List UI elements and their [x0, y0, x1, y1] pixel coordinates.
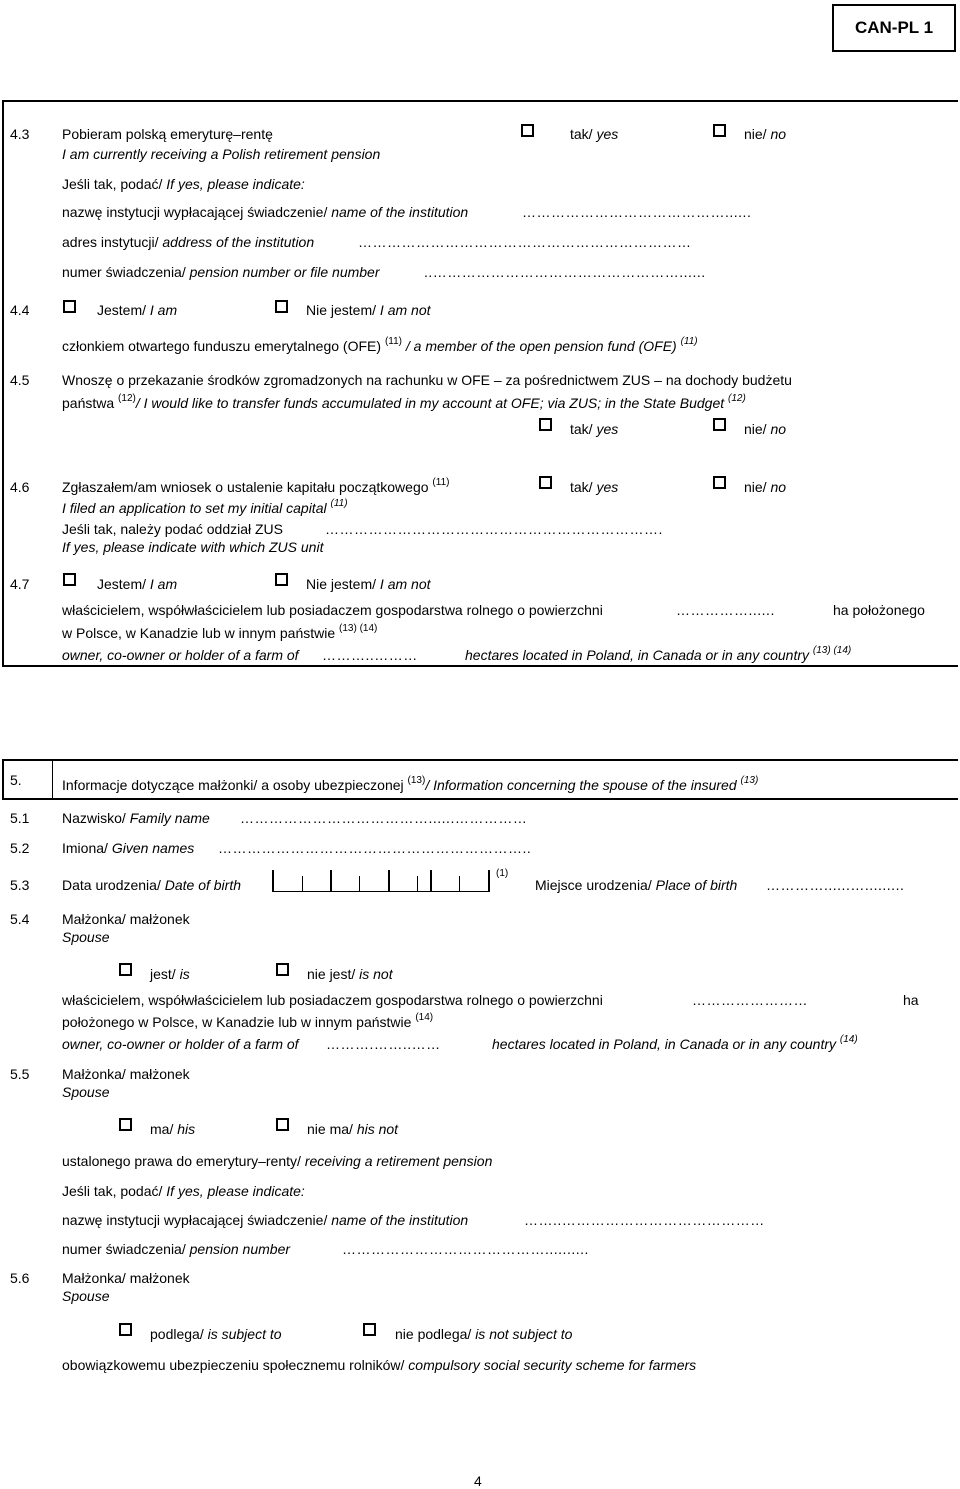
- place-of-birth-field[interactable]: …………......….........: [766, 877, 905, 893]
- is-not-checkbox[interactable]: [276, 963, 289, 976]
- yes-label: tak/ yes: [570, 126, 619, 142]
- has-label: ma/ his: [150, 1121, 196, 1137]
- zus-unit-label-en: If yes, please indicate with which ZUS unit: [62, 539, 324, 555]
- spouse-label: Małżonka/ małżonek: [62, 1270, 190, 1286]
- is-checkbox[interactable]: [119, 963, 132, 976]
- is-label: jest/ is: [150, 966, 190, 982]
- section-4-left-border: [2, 100, 4, 666]
- section-number: 5.1: [10, 810, 30, 826]
- farm-area-field[interactable]: ……………………: [692, 992, 808, 1008]
- date-of-birth-field[interactable]: [272, 870, 490, 894]
- page-number: 4: [474, 1473, 482, 1489]
- farmers-scheme-label: obowiązkowemu ubezpieczeniu społecznemu rolników/ compulsory social security scheme for farmers: [62, 1357, 697, 1373]
- has-not-checkbox[interactable]: [276, 1118, 289, 1131]
- farm-area-field-en[interactable]: ……….……..……: [326, 1036, 441, 1052]
- farm-location-label: w Polsce, w Kanadzie lub w innym państwie $^{(13) (14)}$: [62, 623, 378, 641]
- has-not-label: nie ma/ his not: [307, 1121, 399, 1137]
- farm-location-label-en: hectares located in Poland, in Canada or in any country $^{(13) (14)}$: [465, 645, 852, 663]
- section-number: 4.7: [10, 576, 30, 592]
- section-number: 5.5: [10, 1066, 30, 1082]
- section-5-title: Informacje dotyczące małżonki/ a osoby ubezpieczonej $^{(13)}$/ Information concerning the spouse of the insured $^{(13)}$: [62, 775, 759, 793]
- section-number: 4.3: [10, 126, 30, 142]
- transfer-request-text: Wnoszę o przekazanie środków zgromadzonych na rachunku w OFE – za pośrednictwem ZUS – na dochody budżetu: [62, 372, 792, 388]
- ha-label: ha położonego: [833, 602, 925, 618]
- farm-area-field-en[interactable]: ………..………: [322, 647, 418, 663]
- section-5-left-border: [2, 759, 4, 799]
- section-4-bottom-border: [2, 665, 958, 667]
- yes-checkbox[interactable]: [539, 418, 552, 431]
- farm-owner-label: właścicielem, współwłaścicielem lub posiadaczem gospodarstwa rolnego o powierzchni: [62, 602, 603, 618]
- form-code-badge: CAN-PL 1: [832, 4, 956, 52]
- i-am-not-checkbox[interactable]: [275, 300, 288, 313]
- farm-owner-label: właścicielem, współwłaścicielem lub posiadaczem gospodarstwa rolnego o powierzchni: [62, 992, 603, 1008]
- section-4-top-border: [2, 100, 958, 102]
- pension-number-label: numer świadczenia/ pension number: [62, 1241, 291, 1257]
- section-number: 5.3: [10, 877, 30, 893]
- section-number: 4.5: [10, 372, 30, 388]
- is-not-label: nie jest/ is not: [307, 966, 393, 982]
- given-names-field[interactable]: ………………………………………………………..: [218, 840, 532, 856]
- zus-unit-label: Jeśli tak, należy podać oddział ZUS: [62, 521, 283, 537]
- farm-location-label: położonego w Polsce, w Kanadzie lub w innym państwie $^{(14)}$: [62, 1012, 434, 1030]
- spouse-label-en: Spouse: [62, 1084, 110, 1100]
- ofe-member-label: członkiem otwartego funduszu emerytalnego (OFE) $^{(11)}$ / a member of the open pension fund (OFE) $^{(11)}$: [62, 336, 698, 354]
- yes-checkbox[interactable]: [521, 124, 534, 137]
- not-subject-label: nie podlega/ is not subject to: [395, 1326, 573, 1342]
- yes-label: tak/ yes: [570, 421, 619, 437]
- i-am-not-checkbox[interactable]: [275, 573, 288, 586]
- initial-capital-label: Zgłaszałem/am wniosek o ustalenie kapitału początkowego $^{(11)}$: [62, 477, 450, 495]
- no-checkbox[interactable]: [713, 124, 726, 137]
- family-name-label: Nazwisko/ Family name: [62, 810, 210, 826]
- has-checkbox[interactable]: [119, 1118, 132, 1131]
- section-number: 5.4: [10, 911, 30, 927]
- ha-label: ha: [903, 992, 919, 1008]
- not-subject-checkbox[interactable]: [363, 1323, 376, 1336]
- section-number: 5.: [10, 772, 22, 788]
- yes-checkbox[interactable]: [539, 476, 552, 489]
- section-number: 5.6: [10, 1270, 30, 1286]
- institution-name-field[interactable]: ……..……………………………………: [524, 1212, 765, 1228]
- section-number: 4.6: [10, 479, 30, 495]
- date-of-birth-label: Data urodzenia/ Date of birth: [62, 877, 241, 893]
- spouse-label-en: Spouse: [62, 929, 110, 945]
- question-label: Pobieram polską emeryturę–rentę: [62, 126, 273, 142]
- pension-right-label: ustalonego prawa do emerytury–renty/ receiving a retirement pension: [62, 1153, 493, 1169]
- subject-label: podlega/ is subject to: [150, 1326, 282, 1342]
- family-name-field[interactable]: …………………………………......……………: [240, 810, 528, 826]
- section-number: 5.2: [10, 840, 30, 856]
- farm-location-label-en: hectares located in Poland, in Canada or in any country $^{(14)}$: [492, 1034, 858, 1052]
- institution-name-label: nazwę instytucji wypłacającej świadczenie/ name of the institution: [62, 1212, 469, 1228]
- given-names-label: Imiona/ Given names: [62, 840, 195, 856]
- institution-address-field[interactable]: ……………………………………………………………: [358, 234, 692, 250]
- section-5-bottom-border: [2, 798, 958, 800]
- i-am-checkbox[interactable]: [63, 300, 76, 313]
- indicate-label: Jeśli tak, podać/ If yes, please indicate:: [62, 1183, 305, 1199]
- transfer-request-text-2: państwa $^{(12)}$/ I would like to transfer funds accumulated in my account at OFE; via ZUS; in the State Budget $^{(12)}$: [62, 393, 746, 411]
- farm-owner-label-en: owner, co-owner or holder of a farm of: [62, 647, 299, 663]
- i-am-checkbox[interactable]: [63, 573, 76, 586]
- section-5-divider: [52, 759, 53, 799]
- footnote-ref: (1): [496, 868, 509, 879]
- section-5-top-border: [2, 759, 958, 761]
- subject-checkbox[interactable]: [119, 1323, 132, 1336]
- i-am-label: Jestem/ I am: [97, 302, 178, 318]
- institution-name-label: nazwę instytucji wypłacającej świadczenie/ name of the institution: [62, 204, 469, 220]
- pension-number-field[interactable]: ..……………………………………………......: [424, 264, 706, 280]
- farm-owner-label-en: owner, co-owner or holder of a farm of: [62, 1036, 299, 1052]
- section-number: 4.4: [10, 302, 30, 318]
- indicate-label: Jeśli tak, podać/ If yes, please indicate:: [62, 176, 305, 192]
- zus-unit-field[interactable]: …………………………………………………………….: [325, 521, 663, 537]
- place-of-birth-label: Miejsce urodzenia/ Place of birth: [535, 877, 738, 893]
- initial-capital-label-en: I filed an application to set my initial capital $^{(11)}$: [62, 498, 348, 516]
- pension-number-field[interactable]: ……………………………………..........: [342, 1241, 589, 1257]
- institution-address-label: adres instytucji/ address of the institution: [62, 234, 315, 250]
- i-am-not-label: Nie jestem/ I am not: [306, 302, 431, 318]
- no-checkbox[interactable]: [713, 418, 726, 431]
- no-label: nie/ no: [744, 421, 787, 437]
- spouse-label: Małżonka/ małżonek: [62, 1066, 190, 1082]
- i-am-not-label: Nie jestem/ I am not: [306, 576, 431, 592]
- institution-name-field[interactable]: ……………………………………......: [522, 204, 752, 220]
- spouse-label: Małżonka/ małżonek: [62, 911, 190, 927]
- pension-number-label: numer świadczenia/ pension number or file number: [62, 264, 380, 280]
- no-label: nie/ no: [744, 479, 787, 495]
- question-label-en: I am currently receiving a Polish retirement pension: [62, 146, 381, 162]
- spouse-label-en: Spouse: [62, 1288, 110, 1304]
- no-label: nie/ no: [744, 126, 787, 142]
- i-am-label: Jestem/ I am: [97, 576, 178, 592]
- yes-label: tak/ yes: [570, 479, 619, 495]
- no-checkbox[interactable]: [713, 476, 726, 489]
- farm-area-field[interactable]: ……………......: [676, 602, 775, 618]
